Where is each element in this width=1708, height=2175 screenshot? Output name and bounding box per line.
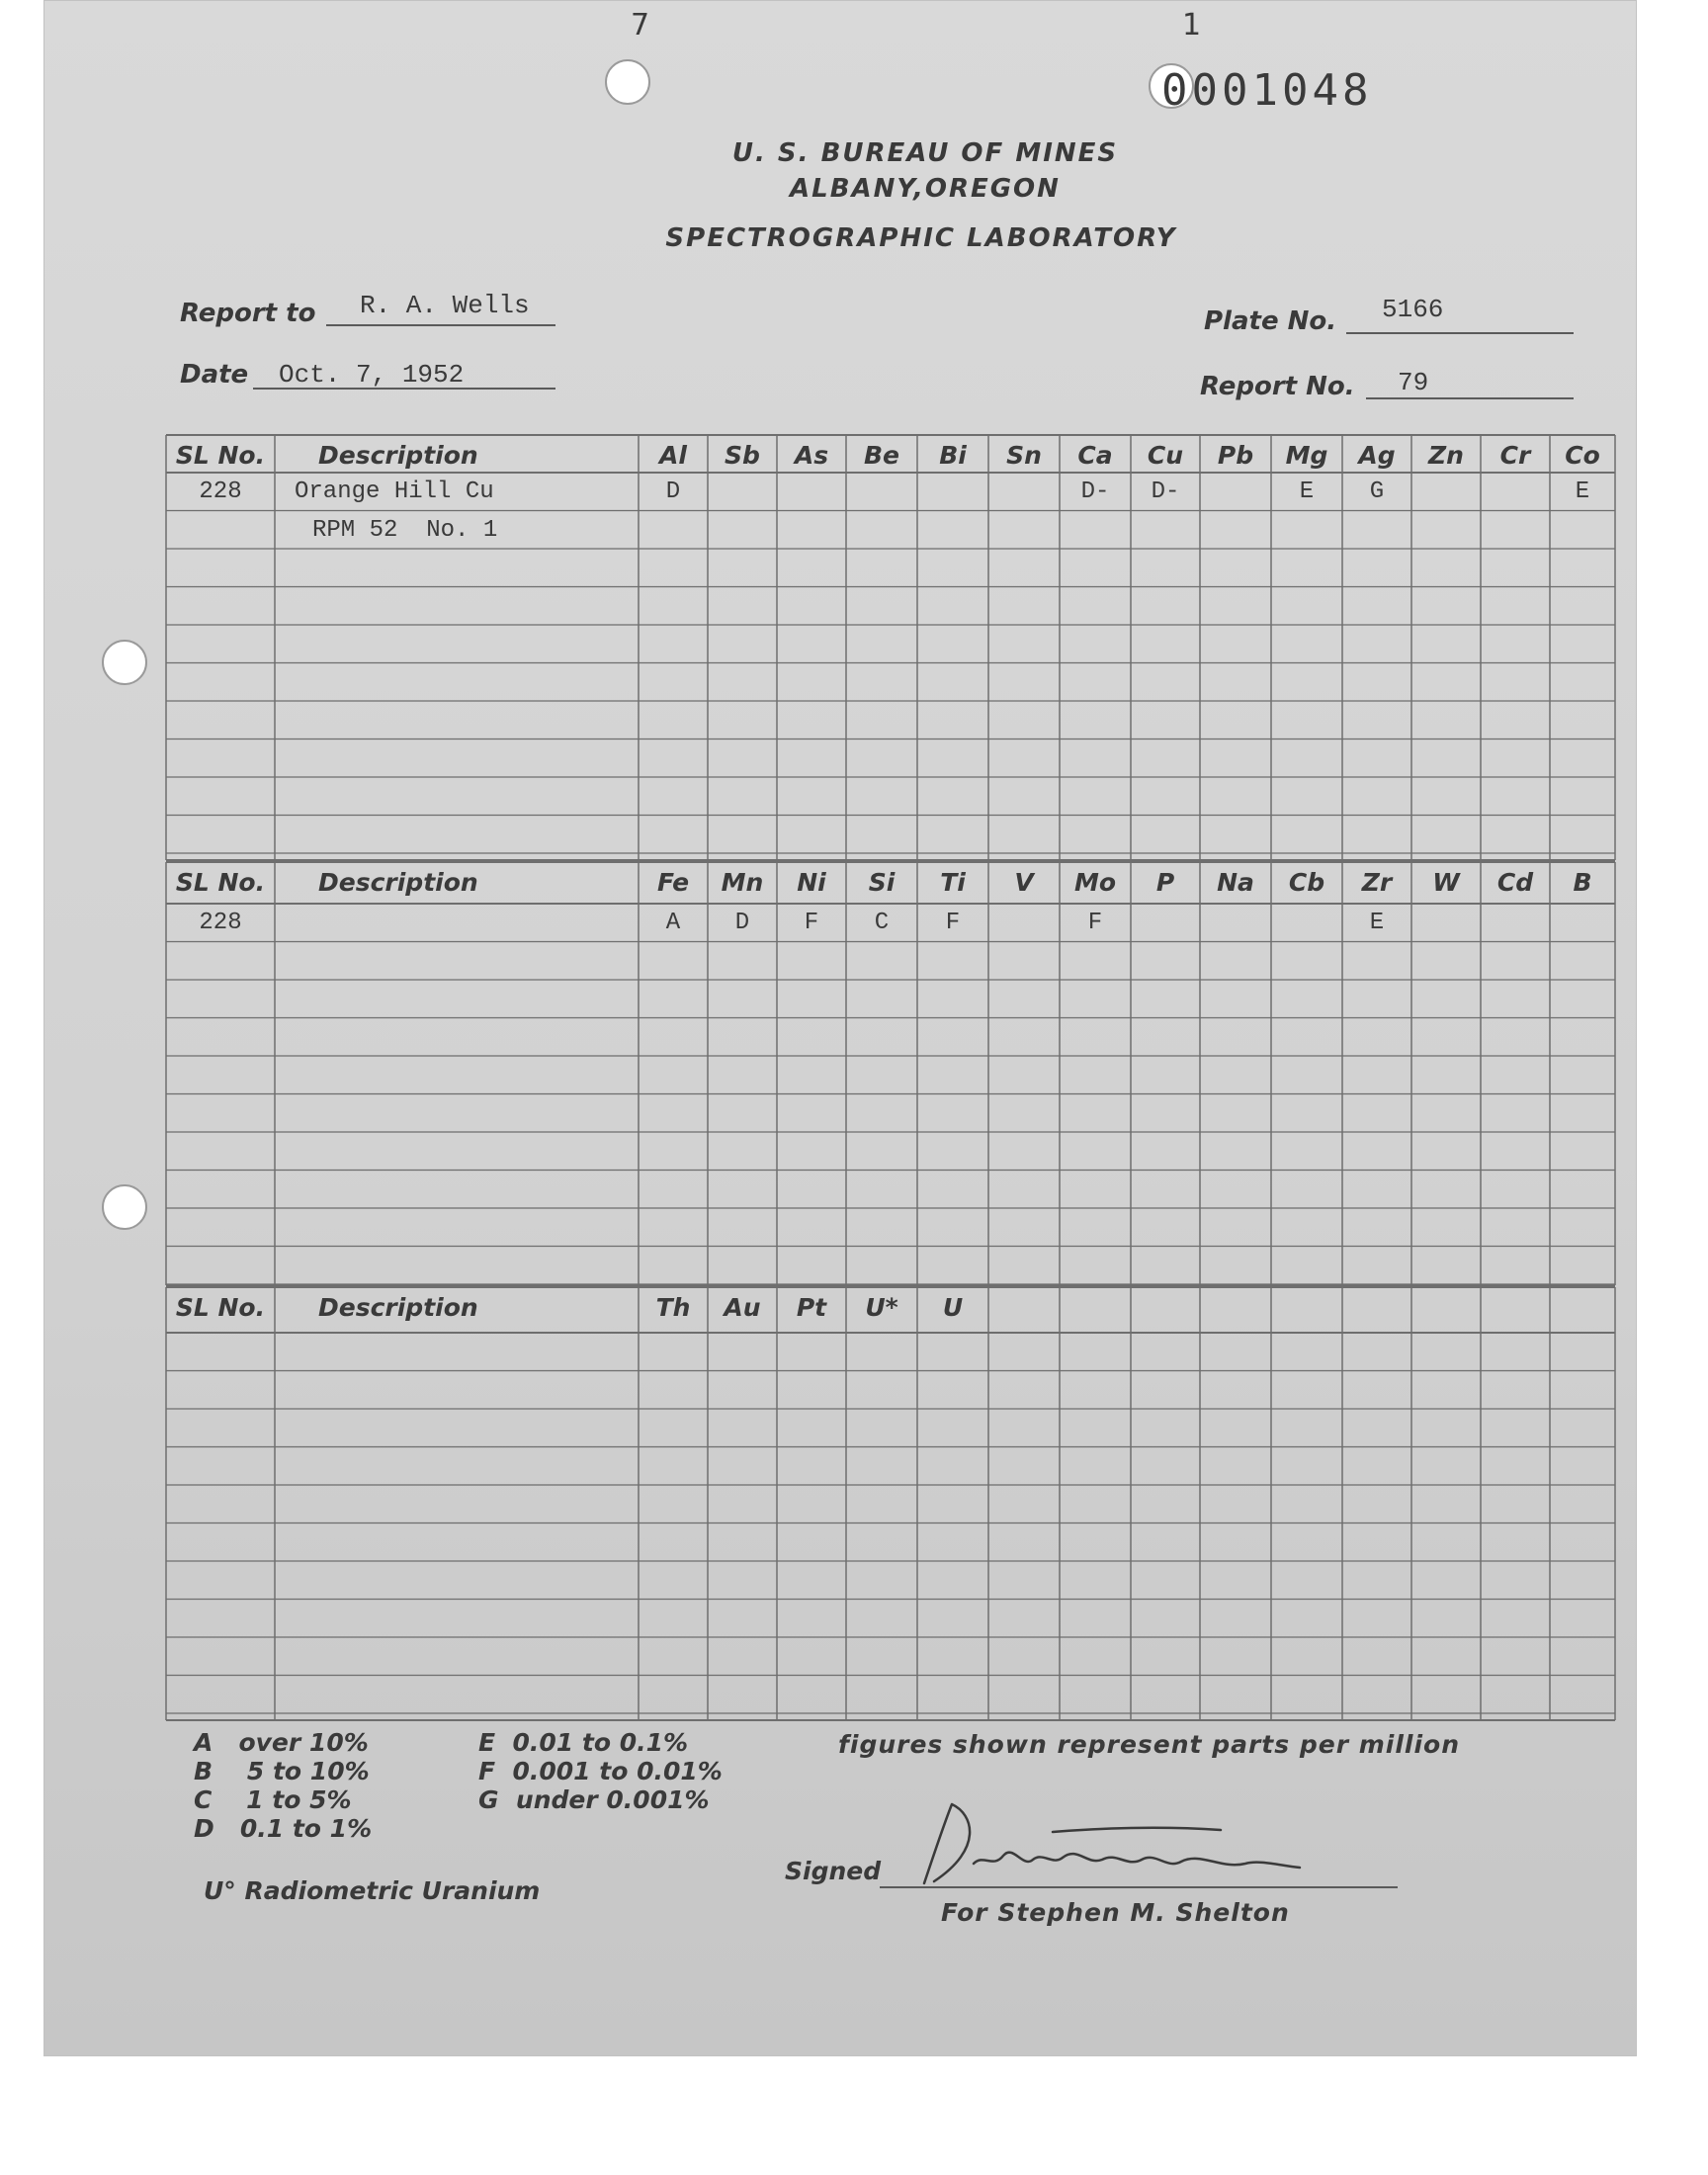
column-header: U* xyxy=(865,1293,898,1322)
header-lab: SPECTROGRAPHIC LABORATORY xyxy=(665,223,1177,253)
report-to-value: R. A. Wells xyxy=(360,291,530,320)
column-header: Cd xyxy=(1496,868,1534,897)
report-to-label: Report to xyxy=(180,299,316,328)
column-header: Sb xyxy=(725,441,760,470)
column-header: Na xyxy=(1217,868,1254,897)
report-no-value: 79 xyxy=(1398,368,1429,397)
column-header: Pt xyxy=(796,1293,827,1322)
column-header: Description xyxy=(318,868,478,897)
sample-number: 228 xyxy=(199,910,242,936)
element-grade: F xyxy=(1087,910,1103,936)
element-grade: D xyxy=(665,478,681,505)
sample-description: Orange Hill Cu xyxy=(295,478,494,505)
ppm-note: figures shown represent parts per million xyxy=(838,1730,1461,1759)
for-line: For Stephen M. Shelton xyxy=(941,1898,1290,1927)
plate-no-label: Plate No. xyxy=(1204,306,1337,336)
column-header: Description xyxy=(318,441,478,470)
column-header: Si xyxy=(868,868,896,897)
column-header: Al xyxy=(659,441,687,470)
date-value: Oct. 7, 1952 xyxy=(279,360,465,390)
document-number: 0001048 xyxy=(1161,65,1373,116)
pen-mark-right: 1 xyxy=(1182,8,1202,43)
column-header: Be xyxy=(863,441,899,470)
column-header: Co xyxy=(1565,441,1600,470)
column-header: Bi xyxy=(939,441,967,470)
pen-mark-left: 7 xyxy=(631,8,650,43)
header-agency: U. S. BUREAU OF MINES xyxy=(731,138,1119,168)
column-header: U xyxy=(942,1293,964,1322)
column-header: W xyxy=(1432,868,1460,897)
legend-g: G under 0.001% xyxy=(478,1785,710,1814)
column-header: Cr xyxy=(1499,441,1531,470)
element-grade: G xyxy=(1369,478,1385,505)
element-grade: F xyxy=(945,910,961,936)
column-header: Mg xyxy=(1285,441,1328,470)
signature-image xyxy=(904,1794,1320,1903)
element-grade: E xyxy=(1575,478,1590,505)
column-header: P xyxy=(1155,868,1175,897)
column-header: Pb xyxy=(1217,441,1254,470)
column-header: Mo xyxy=(1073,868,1117,897)
column-header: SL No. xyxy=(175,1293,266,1322)
column-header: Description xyxy=(318,1293,478,1322)
column-header: SL No. xyxy=(175,868,266,897)
column-header: Th xyxy=(655,1293,691,1322)
column-header: Ni xyxy=(797,868,826,897)
legend-e: E 0.01 to 0.1% xyxy=(478,1728,689,1757)
column-header: Zr xyxy=(1361,868,1393,897)
column-header: Cu xyxy=(1147,441,1184,470)
element-grade: D- xyxy=(1080,478,1110,505)
column-header: B xyxy=(1573,868,1592,897)
legend-b: B 5 to 10% xyxy=(194,1757,370,1785)
legend-col2 xyxy=(478,1728,723,1814)
column-header: Ca xyxy=(1077,441,1113,470)
report-no-label: Report No. xyxy=(1200,372,1355,401)
element-grade: C xyxy=(874,910,890,936)
legend-d: D 0.1 to 1% xyxy=(194,1814,373,1843)
column-header: As xyxy=(794,441,829,470)
header-location: ALBANY,OREGON xyxy=(790,174,1061,204)
element-grade: A xyxy=(665,910,681,936)
legend-f: F 0.001 to 0.01% xyxy=(478,1757,723,1785)
signed-label: Signed xyxy=(785,1857,882,1885)
column-header: V xyxy=(1014,868,1034,897)
column-header: Mn xyxy=(721,868,764,897)
element-grade: E xyxy=(1299,478,1315,505)
element-grade: D xyxy=(734,910,750,936)
radiometric-note: U° Radiometric Uranium xyxy=(204,1876,541,1905)
column-header: SL No. xyxy=(175,441,266,470)
element-grade: D- xyxy=(1151,478,1180,505)
date-label: Date xyxy=(180,360,249,390)
column-header: Au xyxy=(724,1293,761,1322)
element-grade: E xyxy=(1369,910,1385,936)
column-header: Ti xyxy=(940,868,966,897)
legend-a: A over 10% xyxy=(194,1728,369,1757)
plate-no-value: 5166 xyxy=(1382,295,1444,324)
column-header: Zn xyxy=(1428,441,1464,470)
element-grade: F xyxy=(804,910,819,936)
legend-col1 xyxy=(194,1728,372,1843)
column-header: Ag xyxy=(1358,441,1396,470)
column-header: Cb xyxy=(1288,868,1325,897)
sample-number: 228 xyxy=(199,478,242,505)
column-header: Fe xyxy=(656,868,690,897)
legend-c: C 1 to 5% xyxy=(194,1785,352,1814)
column-header: Sn xyxy=(1006,441,1042,470)
sample-description: RPM 52 No. 1 xyxy=(312,516,498,544)
